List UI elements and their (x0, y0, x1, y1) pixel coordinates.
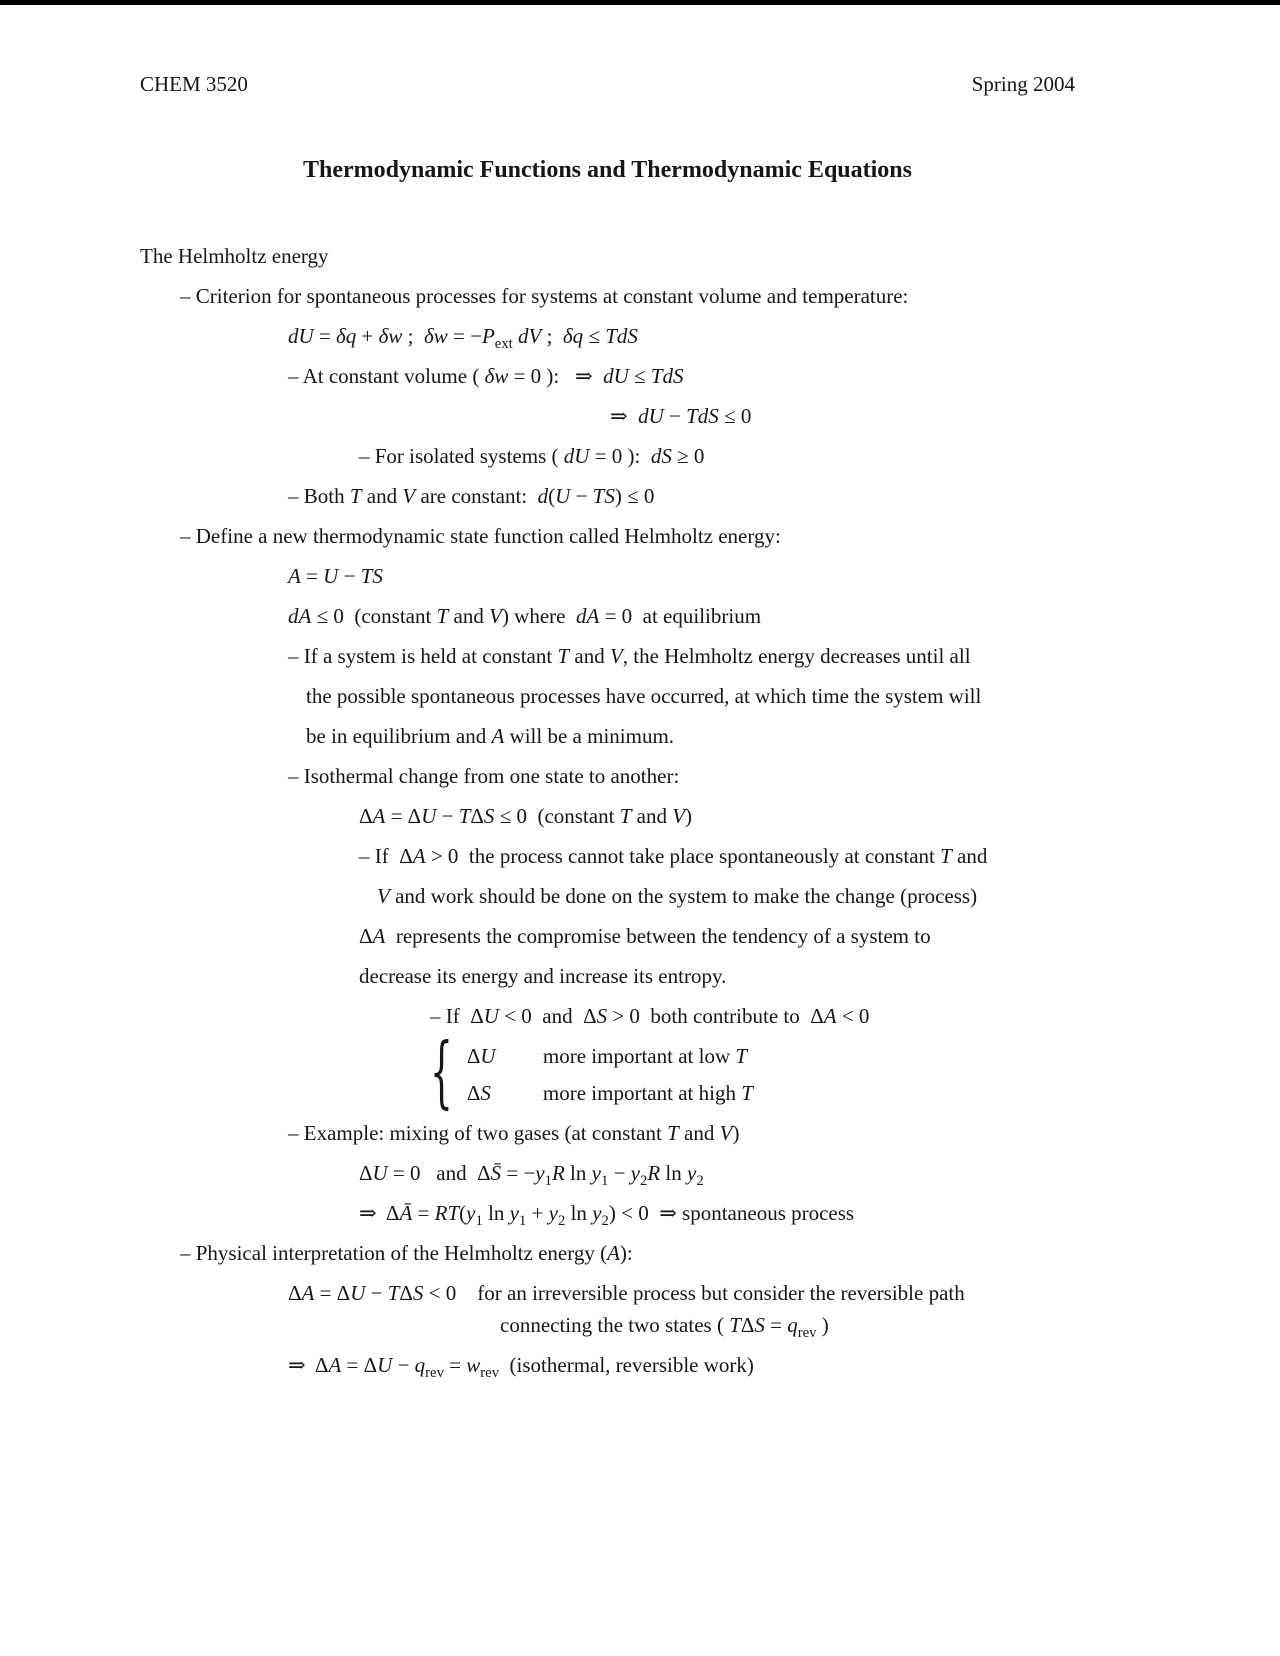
brace-row (467, 1081, 753, 1105)
doc-line: – Example: mixing of two gases (at constant T and V) (288, 1121, 740, 1145)
doc-line: – If ΔA > 0 the process cannot take place spontaneously at constant T and (359, 844, 988, 868)
brace-text: more important at low T (542, 1044, 748, 1068)
doc-line: dA ≤ 0 (constant T and V) where dA = 0 at equilibrium (288, 604, 762, 628)
brace-text: more important at high T (542, 1081, 753, 1105)
doc-line: connecting the two states ( $T\Delta S = q_{rev}$ ) (500, 1313, 829, 1342)
doc-line: – Criterion for spontaneous processes for systems at constant volume and temperature: (180, 284, 909, 308)
doc-line: decrease its energy and increase its entropy. (359, 964, 727, 988)
doc-line: The Helmholtz energy (140, 244, 329, 268)
doc-line: – Physical interpretation of the Helmholtz energy (A): (180, 1241, 633, 1265)
brace-term: ΔS (466, 1081, 491, 1105)
brace-rows (467, 1044, 753, 1105)
doc-line: the possible spontaneous processes have occurred, at which time the system will (306, 684, 982, 708)
brace-row (467, 1044, 753, 1068)
page-title: Thermodynamic Functions and Thermodynamic Equations (303, 157, 912, 183)
doc-line: V and work should be done on the system to make the change (process) (377, 884, 978, 908)
doc-line: – For isolated systems ( dU = 0 ): dS ≥ 0 (359, 444, 705, 468)
doc-line: ΔA = ΔU − TΔS ≤ 0 (constant T and V) (359, 804, 693, 828)
term-label: Spring 2004 (971, 72, 1075, 96)
doc-line: – Both T and V are constant: d(U − TS) ≤ 0 (288, 484, 655, 508)
doc-line: – Define a new thermodynamic state function called Helmholtz energy: (180, 524, 781, 548)
doc-line: ΔA represents the compromise between the tendency of a system to (359, 924, 931, 948)
doc-line: ΔA = ΔU − TΔS < 0 for an irreversible process but consider the reversible path (288, 1281, 965, 1305)
course-code: CHEM 3520 (140, 72, 248, 96)
doc-line: be in equilibrium and A will be a minimum. (306, 724, 675, 748)
doc-line: – At constant volume ( δw = 0 ): ⇒ dU ≤ TdS (288, 364, 684, 388)
page-header (140, 72, 1075, 96)
doc-line: ⇒ dU − TdS ≤ 0 (610, 404, 752, 428)
doc-line: – If ΔU < 0 and ΔS > 0 both contribute to ΔA < 0 (430, 1004, 870, 1028)
doc-line: ⇒ ΔĀ = $RT(y_1$ $\ln y_1 + y_2$ $\ln y_2) < 0$ ⇒ spontaneous process (359, 1201, 855, 1230)
doc-lines (140, 244, 1075, 1382)
scan-artifact-top (0, 0, 1280, 5)
doc-line: ⇒ $\Delta A = \Delta U - q_{rev} = w_{rev}$ (isothermal, reversible work) (288, 1353, 754, 1382)
doc-line: A = U − TS (288, 564, 383, 588)
brace-group (430, 1029, 1075, 1118)
doc-line: – Isothermal change from one state to another: (288, 764, 680, 788)
doc-line: dU = δq + δw ; $\delta w = -P_{ext}$ dV ; δq ≤ TdS (288, 324, 638, 353)
curly-brace-icon: { (430, 1029, 453, 1118)
doc-line: ΔU = 0 and ΔS̄ = $-y_1R$ $\ln y_1 - y_2R$ $\ln y_2$ (359, 1161, 704, 1190)
doc-line: – If a system is held at constant T and V, the Helmholtz energy decreases until all (288, 644, 971, 668)
brace-term: ΔU (466, 1044, 496, 1068)
